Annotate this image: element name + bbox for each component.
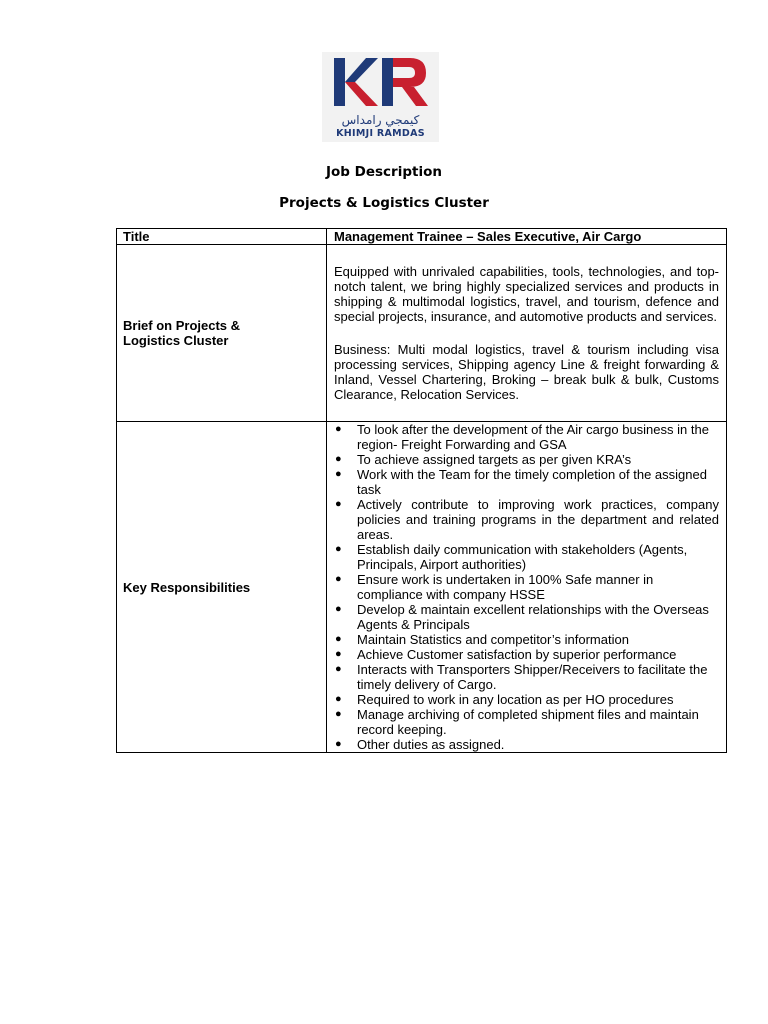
brief-value-cell — [327, 245, 727, 422]
title-label-cell: Title — [117, 229, 327, 245]
title-value-cell: Management Trainee – Sales Executive, Air Cargo — [327, 229, 727, 245]
logo-english-text: KHIMJI RAMDAS — [336, 128, 425, 139]
khimji-ramdas-logo — [322, 52, 439, 142]
list-item: ● Other duties as assigned. — [335, 737, 505, 752]
bullet-icon: ● — [335, 573, 342, 585]
list-item: ● Manage archiving of completed shipment files and maintain record keeping. — [335, 707, 699, 737]
table-row-title — [117, 229, 727, 245]
bullet-icon: ● — [335, 648, 342, 660]
list-item: ● Establish daily communication with stakeholders (Agents, Principals, Airport authorities) — [335, 542, 688, 572]
job-description-table — [116, 228, 727, 753]
list-item: ● Work with the Team for the timely completion of the assigned task — [335, 467, 707, 497]
responsibilities-list — [334, 422, 719, 752]
bullet-icon: ● — [335, 468, 342, 480]
list-item: ● Maintain Statistics and competitor’s information — [335, 632, 629, 647]
bullet-icon: ● — [335, 633, 342, 645]
list-item: ● Achieve Customer satisfaction by superior performance — [335, 647, 677, 662]
logo-arabic-text: كيمجي رامداس — [341, 113, 420, 127]
brief-label-line2: Logistics Cluster — [123, 333, 229, 348]
bullet-icon: ● — [335, 498, 342, 510]
list-item: ● Actively contribute to improving work practices, company policies and training programs in the department and related areas. — [335, 497, 719, 542]
brief-paragraph-2: Business: Multi modal logistics, travel & tourism including visa processing services, Shipping agency Line & freight forwarding & Inland, Vessel Chartering, Broking – break bulk & bulk, Customs Clearance, Relocation Services. — [334, 342, 719, 402]
bullet-icon: ● — [335, 603, 342, 615]
list-item: ● Required to work in any location as per HO procedures — [335, 692, 674, 707]
bullet-icon: ● — [335, 693, 342, 705]
list-item: ● To look after the development of the Air cargo business in the region- Freight Forwarding and GSA — [335, 422, 709, 452]
bullet-icon: ● — [335, 543, 342, 555]
document-subtitle: Projects & Logistics Cluster — [279, 195, 489, 211]
table-row-key-responsibilities — [117, 422, 727, 753]
table-row-brief — [117, 245, 727, 422]
list-item: ● To achieve assigned targets as per given KRA’s — [335, 452, 632, 467]
key-responsibilities-label: Key Responsibilities — [117, 422, 327, 753]
list-item: ● Ensure work is undertaken in 100% Safe manner in compliance with company HSSE — [335, 572, 654, 602]
brief-label-cell — [117, 245, 327, 422]
list-item: ● Interacts with Transporters Shipper/Receivers to facilitate the timely delivery of Cargo. — [335, 662, 708, 692]
bullet-icon: ● — [335, 738, 342, 750]
bullet-icon: ● — [335, 453, 342, 465]
brief-label-line1: Brief on Projects & — [123, 318, 241, 333]
kr-logo-mark-icon — [322, 52, 439, 114]
key-responsibilities-cell — [327, 422, 727, 753]
bullet-icon: ● — [335, 663, 342, 675]
bullet-icon: ● — [335, 708, 342, 720]
brief-paragraph-1: Equipped with unrivaled capabilities, tools, technologies, and top-notch talent, we bring highly specialized services and products in shipping & multimodal logistics, travel, and tourism, defence and special projects, insurance, and automotive products and services. — [334, 264, 719, 324]
document-title: Job Description — [326, 164, 442, 180]
bullet-icon: ● — [335, 423, 342, 435]
list-item: ● Develop & maintain excellent relationships with the Overseas Agents & Principals — [335, 602, 709, 632]
